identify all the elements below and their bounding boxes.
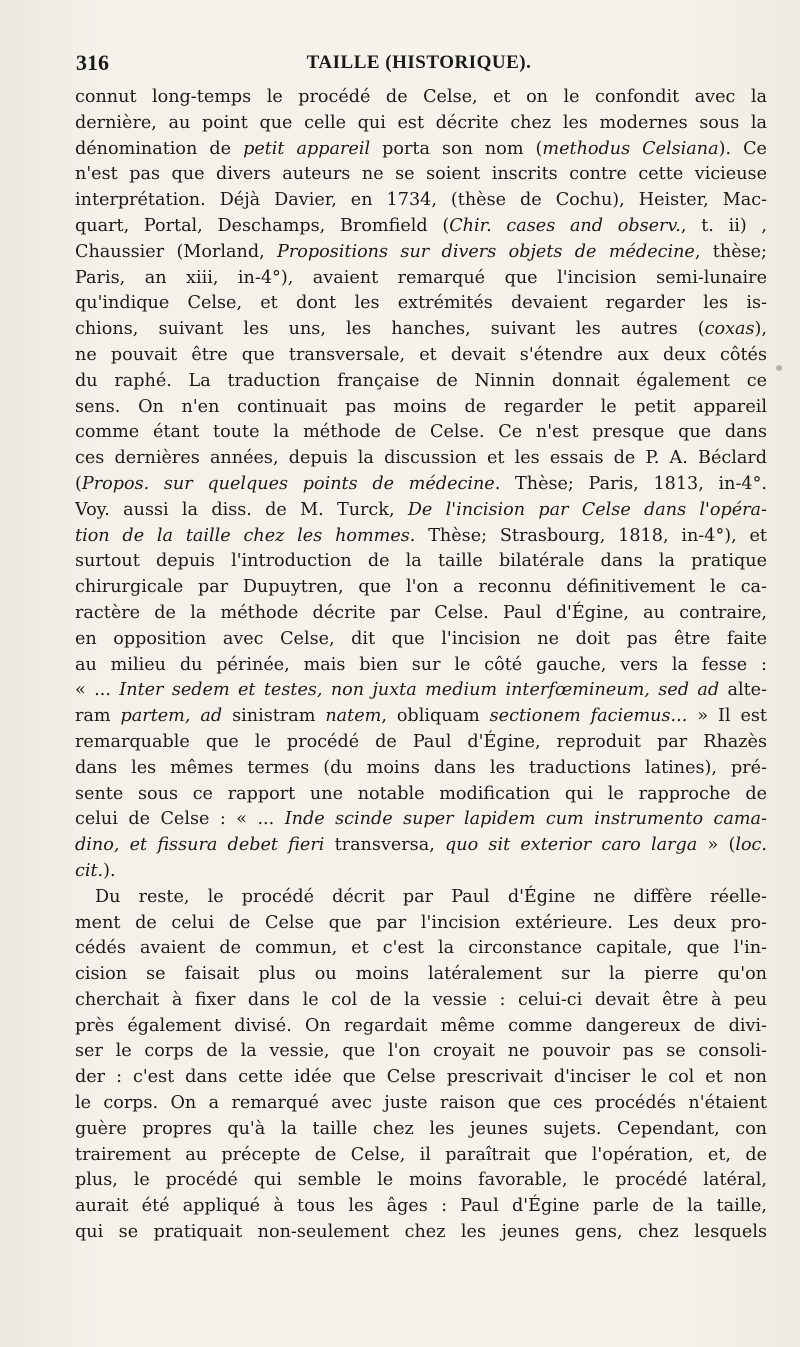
text-line: celui de Celse : « ... Inde scinde super lapidem cum instrumento cama- <box>75 809 767 830</box>
text-line: tion de la taille chez les hommes. Thèse; Strasbourg, 1818, in-4°), et <box>75 525 767 546</box>
text-line: der : c'est dans cette idée que Celse prescrivait d'inciser le col et non <box>75 1067 767 1088</box>
text-line: ces dernières années, depuis la discussion et les essais de P. A. Béclard <box>75 448 767 469</box>
text-line: dénomination de petit appareil porta son nom (methodus Celsiana). Ce <box>75 138 767 159</box>
text-line: cision se faisait plus ou moins latéralement sur la pierre qu'on <box>75 964 767 985</box>
text-line: dans les mêmes termes (du moins dans les traductions latines), pré- <box>75 757 767 778</box>
text-line: du raphé. La traduction française de Ninnin donnait également ce <box>75 370 767 391</box>
text-line: guère propres qu'à la taille chez les jeunes sujets. Cependant, con <box>75 1118 767 1139</box>
text-line: ractère de la méthode décrite par Celse. Paul d'Égine, au contraire, <box>75 602 767 623</box>
italic-text: Inter sedem et testes, non juxta medium interfœmineum, sed ad <box>119 680 720 701</box>
text-line: sens. On n'en continuait pas moins de regarder le petit appareil <box>75 396 767 417</box>
text-line: (Propos. sur quelques points de médecine. Thèse; Paris, 1813, in-4°. <box>75 473 767 494</box>
text-line: Voy. aussi la diss. de M. Turck, De l'incision par Celse dans l'opéra- <box>75 499 767 520</box>
italic-text: petit appareil <box>243 138 371 159</box>
text-line: ser le corps de la vessie, que l'on croyait ne pouvoir pas se consoli- <box>75 1041 767 1062</box>
text-line: dernière, au point que celle qui est décrite chez les modernes sous la <box>75 112 767 133</box>
text-line: cédés avaient de commun, et c'est la circonstance capitale, que l'in- <box>75 938 767 959</box>
italic-text: loc. <box>735 835 767 856</box>
text-line: « ... Inter sedem et testes, non juxta medium interfœmineum, sed ad alte- <box>75 680 767 701</box>
text-line: plus, le procédé qui semble le moins favorable, le procédé latéral, <box>75 1170 767 1191</box>
italic-text: methodus Celsiana <box>542 138 719 159</box>
text-line: comme étant toute la méthode de Celse. Ce n'est presque que dans <box>75 422 767 443</box>
text-line: quart, Portal, Deschamps, Bromfield (Chir. cases and observ., t. ii) , <box>75 215 767 236</box>
text-line: qui se pratiquait non-seulement chez les jeunes gens, chez lesquels <box>75 1222 767 1243</box>
text-line: ne pouvait être que transversale, et devait s'étendre aux deux côtés <box>75 344 767 365</box>
text-line: interprétation. Déjà Davier, en 1734, (thèse de Cochu), Heister, Mac- <box>75 190 767 211</box>
text-line: Du reste, le procédé décrit par Paul d'Égine ne diffère réelle- <box>95 886 767 907</box>
text-line: dino, et fissura debet fieri transversa, quo sit exterior caro larga » (loc. <box>75 835 767 856</box>
italic-text: natem <box>325 706 382 727</box>
text-line: au milieu du périnée, mais bien sur le côté gauche, vers la fesse : <box>75 654 767 675</box>
text-line: n'est pas que divers auteurs ne se soient inscrits contre cette vicieuse <box>75 164 767 185</box>
paragraph <box>75 85 767 885</box>
italic-text: tion de la taille chez les hommes <box>75 525 410 546</box>
text-line: le corps. On a remarqué avec juste raison que ces procédés n'étaient <box>75 1093 767 1114</box>
italic-text: Chir. cases and observ. <box>449 215 681 236</box>
italic-text: sectionem faciemus... <box>489 706 688 727</box>
italic-text: Propos. sur quelques points de médecine <box>81 473 495 494</box>
running-head: TAILLE (HISTORIQUE). <box>306 52 532 73</box>
italic-text: De l'incision par Celse dans l'opéra- <box>407 499 767 520</box>
text-line: aurait été appliqué à tous les âges : Paul d'Égine parle de la taille, <box>75 1196 767 1217</box>
text-line: chirurgicale par Dupuytren, que l'on a reconnu définitivement le ca- <box>75 577 767 598</box>
italic-text: quo sit exterior caro larga <box>445 835 698 856</box>
text-line: cit.). <box>75 860 116 881</box>
paragraph <box>75 885 767 1246</box>
text-line: surtout depuis l'introduction de la taille bilatérale dans la pratique <box>75 551 767 572</box>
text-line: ram partem, ad sinistram natem, obliquam sectionem faciemus... » Il est <box>75 706 767 727</box>
text-line: trairement au précepte de Celse, il paraîtrait que l'opération, et, de <box>75 1144 767 1165</box>
text-line: sente sous ce rapport une notable modification qui le rapproche de <box>75 783 767 804</box>
body-text <box>75 85 767 1246</box>
italic-text: Propositions sur divers objets de médecine <box>277 241 695 262</box>
text-line: Chaussier (Morland, Propositions sur divers objets de médecine, thèse; <box>75 241 767 262</box>
italic-text: Inde scinde super lapidem cum instrumento cama- <box>284 809 767 830</box>
text-line: qu'indique Celse, et dont les extrémités devaient regarder les is- <box>75 293 767 314</box>
text-line: en opposition avec Celse, dit que l'incision ne doit pas être faite <box>75 628 767 649</box>
text-line: ment de celui de Celse que par l'incision extérieure. Les deux pro- <box>75 912 767 933</box>
italic-text: dino, et fissura debet fieri <box>75 835 325 856</box>
text-line: chions, suivant les uns, les hanches, suivant les autres (coxas), <box>75 319 767 340</box>
print-speck <box>776 365 782 371</box>
page-header <box>76 50 742 80</box>
text-line: près également divisé. On regardait même comme dangereux de divi- <box>75 1015 767 1036</box>
text-line: remarquable que le procédé de Paul d'Égine, reproduit par Rhazès <box>75 731 767 752</box>
text-line: connut long-temps le procédé de Celse, et on le confondit avec la <box>75 87 767 107</box>
italic-text: coxas <box>704 319 755 340</box>
text-line: Paris, an xiii, in-4°), avaient remarqué que l'incision semi-lunaire <box>75 267 767 288</box>
italic-text: partem, ad <box>120 706 223 727</box>
page-number: 316 <box>76 50 109 75</box>
italic-text: cit. <box>75 860 104 881</box>
text-line: cherchait à fixer dans le col de la vessie : celui-ci devait être à peu <box>75 989 767 1010</box>
